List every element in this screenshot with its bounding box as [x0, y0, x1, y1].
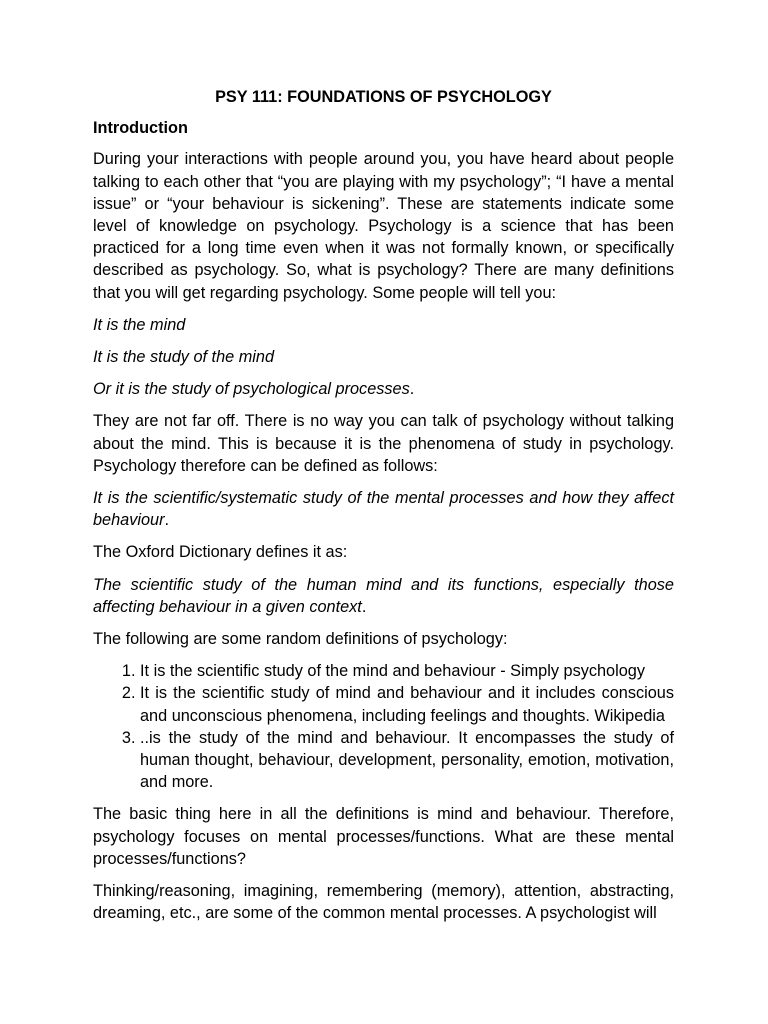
italic-line-mind: It is the mind — [93, 315, 186, 334]
list-item: 1. It is the scientific study of the mind and behaviour - Simply psychology — [140, 660, 674, 682]
definitions-list — [93, 660, 674, 793]
italic-line-study-mind: It is the study of the mind — [93, 348, 274, 367]
definition-oxford — [93, 574, 674, 618]
definition-oxford-period: . — [361, 597, 367, 616]
document-title: PSY 111: FOUNDATIONS OF PSYCHOLOGY — [215, 88, 552, 106]
definition-scientific-text: It is the scientific/systematic study of the mental processes and how they affect behaviour — [93, 489, 674, 530]
paragraph-oxford: The Oxford Dictionary defines it as: — [93, 543, 348, 562]
italic-line-processes — [93, 378, 674, 400]
definition-scientific-period: . — [164, 511, 170, 530]
paragraph-random-definitions: The following are some random definitions of psychology: — [93, 630, 508, 649]
paragraph-basic-thing: The basic thing here in all the definitions is mind and behaviour. Therefore, psychology focuses on mental processes/functions. What are these mental processes/functions? — [93, 805, 674, 868]
paragraph-intro: During your interactions with people around you, you have heard about people talking to each other that “you are playing with my psychology”; “I have a mental issue” or “your behaviour is sickening”. These are statements indicate some level of knowledge on psychology. Psychology is a science that has been practiced for a long time even when it was not formally known, or specifically described as psychology. So, what is psychology? There are many definitions that you will get regarding psychology. Some people will tell you: — [93, 150, 674, 302]
list-item: 3. ..is the study of the mind and behaviour. It encompasses the study of human thought, behaviour, development, personality, emotion, motivation, and more. — [140, 727, 674, 794]
definition-scientific — [93, 487, 674, 531]
italic-processes-period: . — [409, 380, 415, 399]
paragraph-mental-processes: Thinking/reasoning, imagining, remembering (memory), attention, abstracting, dreaming, etc., are some of the common mental processes. A psychologist will — [93, 882, 674, 923]
italic-processes-text: Or it is the study of psychological processes — [93, 380, 410, 399]
document-page — [93, 86, 674, 935]
section-heading: Introduction — [93, 119, 188, 138]
definition-oxford-text: The scientific study of the human mind and its functions, especially those affecting behaviour in a given context — [93, 575, 674, 616]
paragraph-not-far-off: They are not far off. There is no way you can talk of psychology without talking about the mind. This is because it is the phenomena of study in psychology. Psychology therefore can be defined as follows: — [93, 412, 674, 475]
list-item: 2. It is the scientific study of mind and behaviour and it includes conscious and unconscious phenomena, including feelings and thoughts. Wikipedia — [140, 682, 674, 726]
